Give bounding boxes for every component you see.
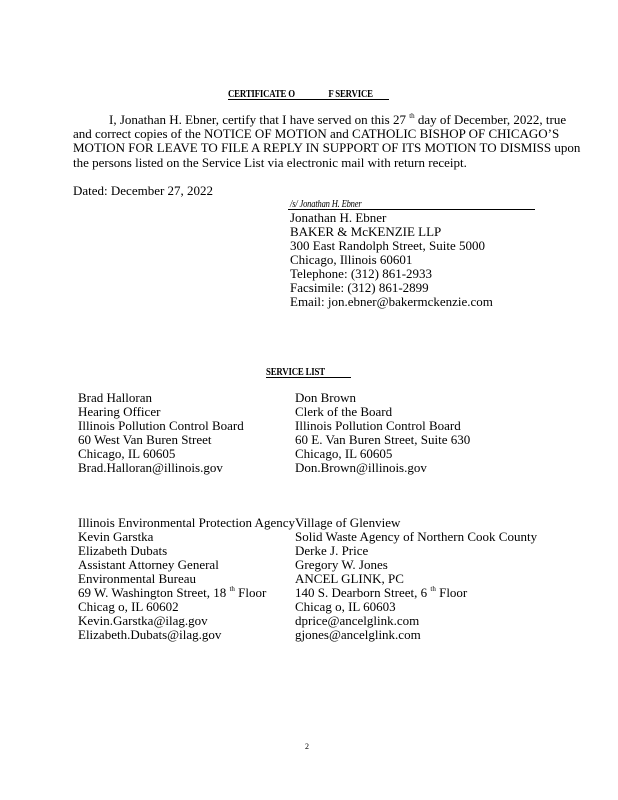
service-entry-glenview: [295, 516, 537, 642]
service-entry-email: gjones@ancelglink.com: [295, 627, 421, 642]
service-entry-line: Illinois Pollution Control Board: [78, 418, 244, 433]
service-entry-email: Elizabeth.Dubats@ilag.gov: [78, 627, 222, 642]
service-entry-line: Assistant Attorney General: [78, 557, 219, 572]
certificate-line-1: [73, 113, 565, 127]
service-list-title: SERVICE LIST: [266, 367, 325, 378]
certificate-title-underline: [228, 99, 389, 100]
signer-email: Email: jon.ebner@bakermckenzie.com: [290, 294, 493, 309]
service-entry-line: 60 West Van Buren Street: [78, 432, 212, 447]
service-entry-line: Clerk of the Board: [295, 404, 393, 419]
service-list-title-underline: [266, 377, 351, 378]
service-entry-line: Village of Glenview: [295, 515, 401, 530]
page-number: 2: [305, 742, 309, 751]
service-entry-address: [295, 586, 537, 600]
address-floor: Floor: [238, 585, 267, 600]
firm-name: BAKER & McKENZIE LLP: [290, 224, 442, 239]
certificate-line-4: the persons listed on the Service List via electronic mail with return receipt.: [73, 154, 467, 170]
ordinal-suffix: th: [430, 585, 436, 593]
service-entry-line: Gregory W. Jones: [295, 557, 388, 572]
service-entry-line: Hearing Officer: [78, 404, 161, 419]
signer-name: Jonathan H. Ebner: [290, 210, 387, 225]
service-entry-clerk: [295, 391, 470, 475]
service-entry-email: Don.Brown@illinois.gov: [295, 460, 427, 475]
service-entry-line: Solid Waste Agency of Northern Cook County: [295, 529, 538, 544]
service-entry-line: Elizabeth Dubats: [78, 543, 168, 558]
service-entry-line: Illinois Pollution Control Board: [295, 418, 461, 433]
service-entry-line: ANCEL GLINK, PC: [295, 571, 404, 586]
firm-city: Chicago, Illinois 60601: [290, 252, 413, 267]
service-entry-hearing-officer: [78, 391, 244, 475]
service-entry-line: Brad Halloran: [78, 390, 153, 405]
service-entry-line: Kevin Garstka: [78, 529, 154, 544]
firm-street: 300 East Randolph Street, Suite 5000: [290, 238, 485, 253]
certificate-line-1-a: I, Jonathan H. Ebner, certify that I have served on this 27: [109, 112, 406, 127]
service-entry-line: Chicago, IL 60605: [78, 446, 176, 461]
service-entry-email: Kevin.Garstka@ilag.gov: [78, 613, 208, 628]
address-street: 69 W. Washington Street, 18: [78, 585, 227, 600]
service-entry-line: Environmental Bureau: [78, 571, 197, 586]
service-entry-line: 60 E. Van Buren Street, Suite 630: [295, 432, 471, 447]
signature-block: [290, 211, 493, 309]
dated-line: Dated: December 27, 2022: [73, 183, 214, 198]
service-entry-line: Chicag o, IL 60603: [295, 599, 396, 614]
certificate-title-part1: CERTIFICATE O: [228, 89, 295, 100]
certificate-paragraph: [73, 112, 581, 170]
service-entry-line: Chicag o, IL 60602: [78, 599, 179, 614]
certificate-title-part2: F SERVICE: [328, 89, 373, 100]
firm-facsimile: Facsimile: (312) 861-2899: [290, 280, 429, 295]
service-entry-address: [78, 586, 295, 600]
firm-telephone: Telephone: (312) 861-2933: [290, 266, 433, 281]
address-street: 140 S. Dearborn Street, 6: [295, 585, 428, 600]
address-floor: Floor: [439, 585, 468, 600]
service-entry-line: Derke J. Price: [295, 543, 369, 558]
service-entry-email: Brad.Halloran@illinois.gov: [78, 460, 223, 475]
ordinal-suffix: th: [409, 112, 415, 120]
certificate-line-2: and correct copies of the NOTICE OF MOTION and CATHOLIC BISHOP OF CHICAGO’S: [73, 126, 560, 142]
service-entry-iepa: [78, 516, 295, 642]
ordinal-suffix: th: [229, 585, 235, 593]
electronic-signature: /s/ Jonathan H. Ebner: [290, 199, 362, 210]
service-entry-line: Chicago, IL 60605: [295, 446, 393, 461]
service-entry-email: dprice@ancelglink.com: [295, 613, 420, 628]
service-entry-line: Illinois Environmental Protection Agency: [78, 515, 295, 530]
service-entry-line: Don Brown: [295, 390, 357, 405]
certificate-line-3: MOTION FOR LEAVE TO FILE A REPLY IN SUPPORT OF ITS MOTION TO DISMISS upon: [73, 140, 581, 156]
certificate-line-1-b: day of December, 2022, true: [417, 112, 567, 127]
